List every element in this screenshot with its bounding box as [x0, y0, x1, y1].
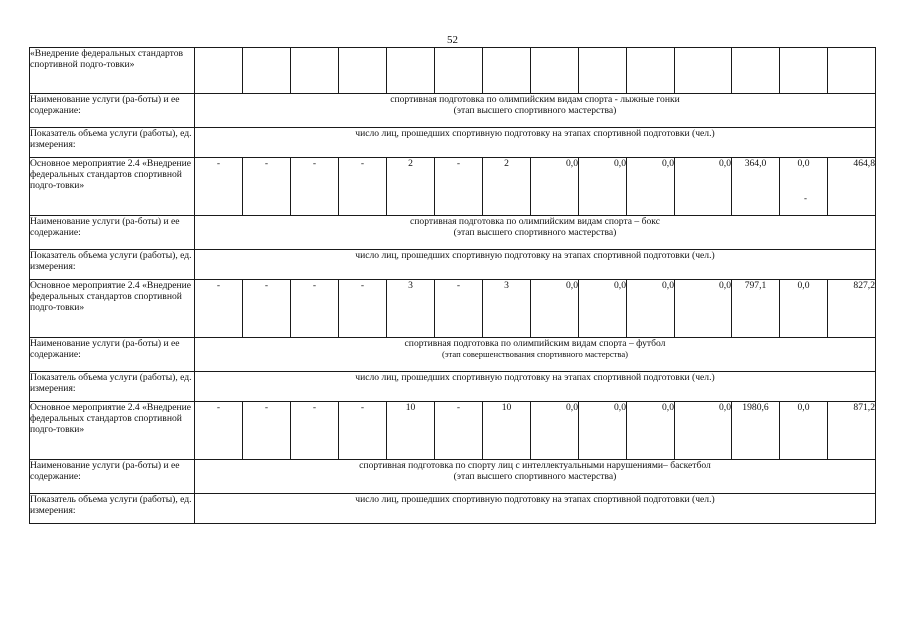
value-cell: [483, 48, 531, 94]
service-name-cell: [195, 338, 876, 372]
cell-value: 0,0: [662, 158, 674, 169]
value-cell: [780, 158, 828, 216]
value-cell: [387, 402, 435, 460]
cell-value: 3: [408, 280, 413, 291]
value-cell: [627, 158, 675, 216]
cell-value: 0,0: [719, 402, 731, 413]
service-stage: (этап высшего спортивного мастерства): [453, 227, 617, 238]
service-name-cell: [195, 216, 876, 250]
value-cell: [243, 402, 291, 460]
service-name-cell: [195, 460, 876, 494]
indicator-row: [30, 372, 876, 402]
indicator-label: Показатель объема услуги (работы), ед. измерения:: [30, 128, 195, 158]
value-cell: [579, 48, 627, 94]
cell-value: 464,8: [853, 158, 875, 169]
value-cell: [291, 280, 339, 338]
cell-value: -: [312, 158, 317, 169]
indicator-label: Показатель объема услуги (работы), ед. измерения:: [30, 372, 195, 402]
cell-value: -: [360, 402, 365, 413]
cell-value: 0,0: [797, 402, 810, 413]
indicator-text: число лиц, прошедших спортивную подготовку на этапах спортивной подготовки (чел.): [195, 372, 876, 402]
service-row: [30, 94, 876, 128]
value-cell: [243, 48, 291, 94]
cell-value: -: [456, 280, 461, 291]
cell-value: 1980,6: [742, 402, 769, 413]
cell-value: -: [456, 402, 461, 413]
service-row: [30, 338, 876, 372]
cell-value: 0,0: [614, 402, 626, 413]
indicator-text: число лиц, прошедших спортивную подготовку на этапах спортивной подготовки (чел.): [195, 128, 876, 158]
value-cell: [387, 48, 435, 94]
value-cell: [732, 48, 780, 94]
value-cell: [675, 280, 732, 338]
cell-value: 0,0: [566, 280, 578, 291]
value-cell: [675, 402, 732, 460]
value-cell: [531, 158, 579, 216]
cell-value: 2: [408, 158, 413, 169]
indicator-label: Показатель объема услуги (работы), ед. измерения:: [30, 250, 195, 280]
service-name: спортивная подготовка по спорту лиц с интеллектуальными нарушениями– баскетбол: [359, 460, 711, 471]
cell-value: -: [360, 158, 365, 169]
value-cell: [579, 402, 627, 460]
value-cell: [531, 48, 579, 94]
cell-value: -: [360, 280, 365, 291]
data-label: Основное мероприятие 2.4 «Внедрение федеральных стандартов спортивной подго-товки»: [30, 280, 195, 338]
indicator-text: число лиц, прошедших спортивную подготовку на этапах спортивной подготовки (чел.): [195, 494, 876, 524]
cell-value: -: [264, 402, 269, 413]
service-label: Наименование услуги (ра-боты) и ее содержание:: [30, 460, 195, 494]
value-cell: [627, 280, 675, 338]
value-cell: [195, 402, 243, 460]
value-cell: [435, 280, 483, 338]
stray-mark: -: [804, 193, 807, 203]
cell-value: 10: [501, 402, 512, 413]
service-name: спортивная подготовка по олимпийским видам спорта – бокс: [410, 216, 660, 227]
service-name: спортивная подготовка по олимпийским видам спорта - лыжные гонки: [390, 94, 680, 105]
value-cell: [339, 48, 387, 94]
indicator-label: Показатель объема услуги (работы), ед. измерения:: [30, 494, 195, 524]
cell-value: 3: [504, 280, 509, 291]
value-cell: [579, 158, 627, 216]
cell-value: 10: [405, 402, 416, 413]
indicator-row: [30, 250, 876, 280]
value-cell: [675, 48, 732, 94]
value-cell: [828, 48, 876, 94]
value-cell: [243, 158, 291, 216]
value-cell: [339, 280, 387, 338]
data-row: [30, 280, 876, 338]
value-cell: [291, 48, 339, 94]
value-cell: [627, 48, 675, 94]
cell-value: -: [264, 158, 269, 169]
value-cell: [435, 158, 483, 216]
indicator-text: число лиц, прошедших спортивную подготовку на этапах спортивной подготовки (чел.): [195, 250, 876, 280]
cell-value: 0,0: [566, 158, 578, 169]
services-table: [29, 47, 876, 524]
cell-value: 0,0: [614, 158, 626, 169]
data-row: [30, 402, 876, 460]
service-row: [30, 460, 876, 494]
value-cell: [828, 158, 876, 216]
value-cell: [339, 158, 387, 216]
value-cell: [483, 402, 531, 460]
value-cell: [828, 280, 876, 338]
cell-value: -: [456, 158, 461, 169]
value-cell: [627, 402, 675, 460]
cell-value: -: [312, 402, 317, 413]
value-cell: [243, 280, 291, 338]
cell-value: 0,0: [662, 402, 674, 413]
value-cell: [291, 158, 339, 216]
value-cell: [828, 402, 876, 460]
cell-value: 0,0: [797, 158, 810, 169]
cell-value: 364,0: [744, 158, 767, 169]
cell-value: -: [216, 280, 221, 291]
data-label: Основное мероприятие 2.4 «Внедрение федеральных стандартов спортивной подго-товки»: [30, 402, 195, 460]
cell-value: 0,0: [566, 402, 578, 413]
indicator-row: [30, 494, 876, 524]
cell-value: -: [264, 280, 269, 291]
cell-value: 0,0: [614, 280, 626, 291]
value-cell: [195, 158, 243, 216]
cell-value: 0,0: [719, 280, 731, 291]
value-cell: [483, 158, 531, 216]
value-cell: [483, 280, 531, 338]
cell-value: -: [312, 280, 317, 291]
value-cell: [732, 280, 780, 338]
data-label: «Внедрение федеральных стандартов спортивной подго-товки»: [30, 48, 195, 94]
value-cell: [780, 280, 828, 338]
service-stage: (этап высшего спортивного мастерства): [453, 105, 617, 116]
cell-value: 0,0: [719, 158, 731, 169]
value-cell: [531, 402, 579, 460]
value-cell: [531, 280, 579, 338]
value-cell: [339, 402, 387, 460]
value-cell: [732, 402, 780, 460]
value-cell: [291, 402, 339, 460]
cell-value: 827,2: [853, 280, 875, 291]
indicator-row: [30, 128, 876, 158]
data-row: [30, 48, 876, 94]
cell-value: 0,0: [662, 280, 674, 291]
service-label: Наименование услуги (ра-боты) и ее содержание:: [30, 94, 195, 128]
cell-value: -: [216, 158, 221, 169]
service-row: [30, 216, 876, 250]
service-label: Наименование услуги (ра-боты) и ее содержание:: [30, 338, 195, 372]
value-cell: [579, 280, 627, 338]
service-stage: (этап высшего спортивного мастерства): [453, 471, 617, 482]
cell-value: 871,2: [853, 402, 875, 413]
value-cell: [780, 402, 828, 460]
cell-value: 2: [504, 158, 509, 169]
service-stage: (этап совершенствования спортивного мастерства): [441, 349, 629, 359]
cell-value: 797,1: [744, 280, 767, 291]
value-cell: [195, 48, 243, 94]
value-cell: [387, 158, 435, 216]
service-label: Наименование услуги (ра-боты) и ее содержание:: [30, 216, 195, 250]
value-cell: [675, 158, 732, 216]
value-cell: [195, 280, 243, 338]
cell-value: -: [216, 402, 221, 413]
service-name-cell: [195, 94, 876, 128]
value-cell: [435, 48, 483, 94]
value-cell: [732, 158, 780, 216]
data-label: Основное мероприятие 2.4 «Внедрение федеральных стандартов спортивной подго-товки»: [30, 158, 195, 216]
value-cell: [387, 280, 435, 338]
data-row: [30, 158, 876, 216]
service-name: спортивная подготовка по олимпийским видам спорта – футбол: [404, 338, 666, 349]
page-number: 52: [447, 34, 458, 46]
value-cell: [780, 48, 828, 94]
value-cell: [435, 402, 483, 460]
cell-value: 0,0: [797, 280, 810, 291]
